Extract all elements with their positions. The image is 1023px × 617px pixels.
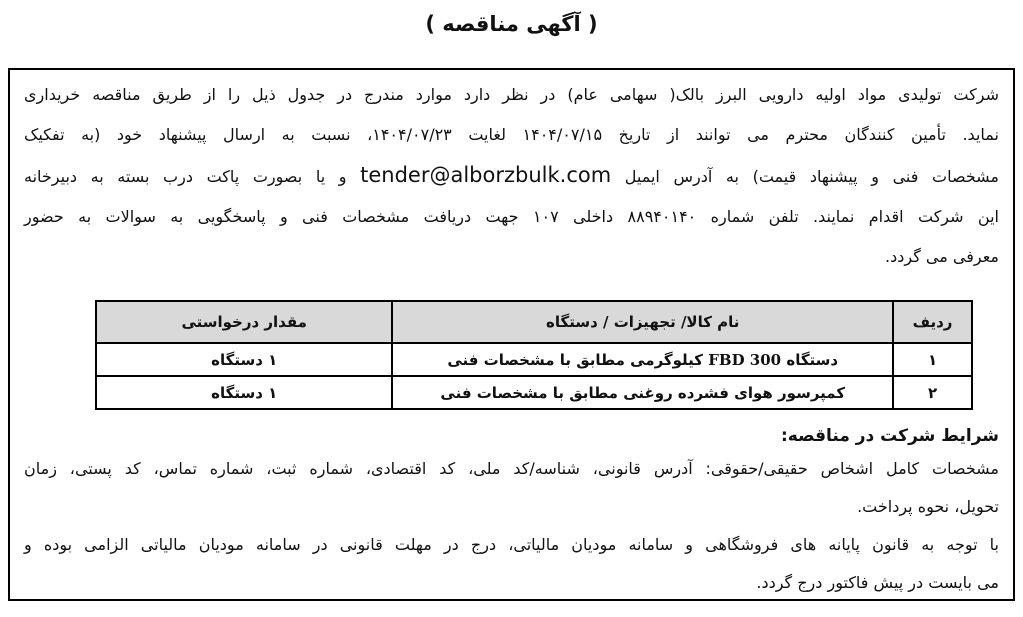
conditions-line-3: با توجه به قانون پایانه های فروشگاهی و سامانه مودیان مالیاتی، درج در مهلت قانونی در سامانه مودیان مالیاتی الزامی بوده و (24, 535, 999, 554)
conditions-heading: شرایط شرکت در مناقصه: (781, 426, 999, 446)
row-2-item: کمپرسور هوای فشرده روغنی مطابق با مشخصات فنی (392, 376, 893, 409)
intro-line-2: نماید. تأمین کنندگان محترم می توانند از تاریخ ۱۴۰۴/۰۷/۱۵ لغایت ۱۴۰۴/۰۷/۲۳، نسبت به ارسال پیشنهاد خود (به تفکیک (24, 125, 999, 144)
notice-border-box (8, 68, 1015, 601)
intro-line-3-pre: مشخصات فنی و پیشنهاد قیمت) به آدرس ایمیل (611, 167, 999, 186)
tender-items-table (95, 300, 973, 410)
tender-email-address: tender@alborzbulk.com (360, 163, 612, 187)
table-header-row (96, 301, 972, 343)
row-1-quantity: ۱ دستگاه (96, 343, 392, 376)
conditions-line-1: مشخصات کامل اشخاص حقیقی/حقوقی: آدرس قانونی، شناسه/کد ملی، کد اقتصادی، شماره ثبت، شماره تماس، کد پستی، زمان (24, 459, 999, 478)
intro-line-3-post: و یا بصورت پاکت درب بسته به دبیرخانه (24, 167, 361, 186)
row-1-item (392, 343, 893, 376)
intro-line-4: این شرکت اقدام نمایند. تلفن شماره ۸۸۹۴۰۱۴۰ داخلی ۱۰۷ جهت دریافت مشخصات فنی و پاسخگویی به سوالات به حضور (24, 207, 999, 226)
intro-line-3 (24, 155, 999, 197)
header-row-number: ردیف (893, 301, 972, 343)
conditions-section (24, 422, 999, 601)
intro-line-5: معرفی می گردد. (885, 247, 999, 266)
table-row-2 (96, 376, 972, 409)
header-item-name: نام کالا/ تجهیزات / دستگاه (392, 301, 893, 343)
conditions-line-4: می بایست در پیش فاکتور درج گردد. (756, 573, 999, 592)
conditions-line-2: تحویل، نحوه پرداخت. (857, 497, 999, 516)
row-1-item-post: کیلوگرمی مطابق با مشخصات فنی (447, 350, 709, 369)
intro-paragraph (24, 75, 999, 277)
table-row-1 (96, 343, 972, 376)
header-requested-quantity: مقدار درخواستی (96, 301, 392, 343)
page-title: ( آگهی مناقصه ) (425, 12, 598, 36)
row-1-number: ۱ (893, 343, 972, 376)
row-1-item-pre: دستگاه (781, 350, 839, 369)
row-2-quantity: ۱ دستگاه (96, 376, 392, 409)
row-1-item-code: FBD 300 (708, 350, 782, 369)
intro-line-1: شرکت تولیدی مواد اولیه دارویی البرز بالک( سهامی عام) در نظر دارد موارد مندرج در جدول ذیل را از طریق مناقصه خریداری (24, 85, 999, 104)
row-2-number: ۲ (893, 376, 972, 409)
